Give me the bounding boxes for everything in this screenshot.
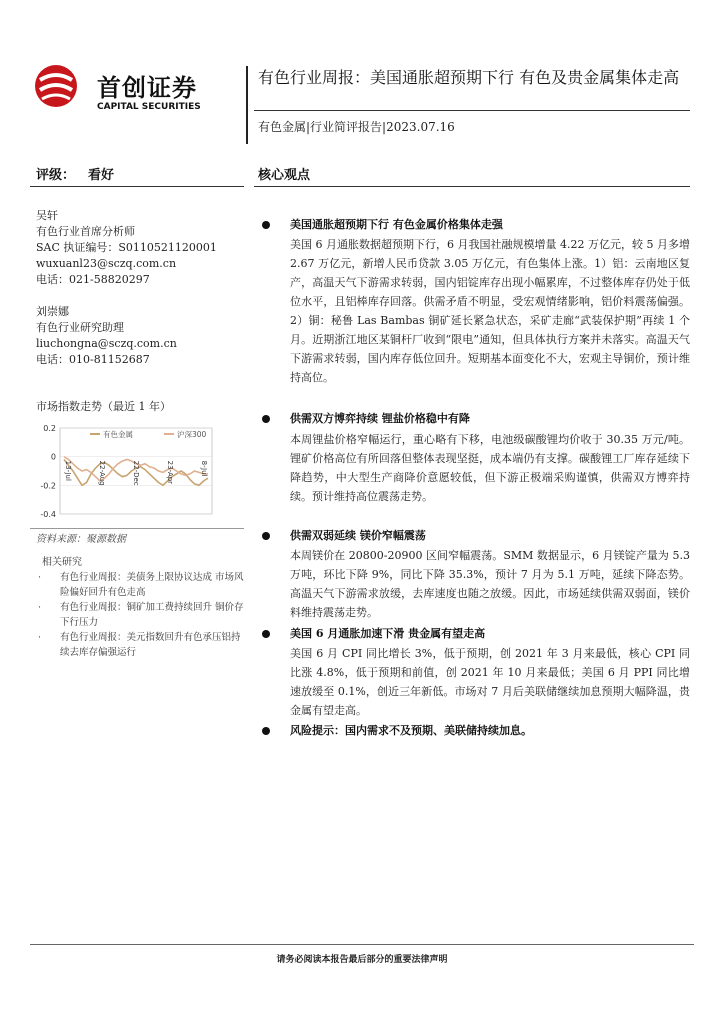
- title-rule: [254, 110, 690, 111]
- legal-notice: 请务必阅读本报告最后部分的重要法律声明: [276, 955, 448, 965]
- analyst-2-phone: 电话：010-81152687: [36, 353, 150, 366]
- x-tick-label: 22-Dec: [132, 460, 140, 486]
- analyst-1-sac: SAC 执证编号：S0110521120001: [36, 241, 217, 254]
- legend-label: 有色金属: [103, 430, 133, 439]
- left-column-rule: [30, 186, 244, 187]
- brand-name-cn: 首创证券: [97, 74, 197, 102]
- chart-title: 市场指数走势（最近 1 年）: [36, 400, 171, 413]
- related-item[interactable]: [38, 600, 248, 630]
- y-tick-label: 0: [50, 452, 56, 462]
- market-index-chart: [30, 414, 244, 526]
- related-research-title: 相关研究: [42, 557, 82, 568]
- section-heading: 美国 6 月通胀加速下滑 贵金属有望走高: [290, 627, 486, 640]
- analyst-1-phone: 电话：021-58820297: [36, 273, 150, 286]
- y-tick-label: -0.4: [40, 510, 56, 519]
- rating-value: 看好: [88, 168, 115, 183]
- analyst-1-title: 有色行业首席分析师: [36, 225, 135, 238]
- bullet-dot-icon: ·: [38, 632, 42, 643]
- bullet-icon: [262, 221, 270, 229]
- bullet-icon: [262, 727, 270, 735]
- risk-warning: 风险提示：国内需求不及预期、美联储持续加息。: [290, 724, 532, 737]
- x-tick-label: 13-Jul: [64, 460, 72, 481]
- bullet-icon: [262, 630, 270, 638]
- analyst-1-email[interactable]: wuxuanl23@sczq.com.cn: [36, 257, 177, 270]
- section-heading: 美国通胀超预期下行 有色金属价格集体走强: [290, 218, 503, 231]
- analyst-2-title: 有色行业研究助理: [36, 321, 124, 334]
- report-subtitle: 有色金属|行业简评报告|2023.07.16: [258, 120, 455, 134]
- related-item[interactable]: [38, 630, 248, 660]
- bullet-icon: [262, 532, 270, 540]
- related-item-text: 有色行业周报：美元指数回升有色承压铝持续去库存偏强运行: [60, 632, 241, 658]
- y-tick-label: 0.2: [43, 424, 56, 433]
- section-body: 美国 6 月 CPI 同比增长 3%，低于预期，创 2021 年 3 月来最低，核心 CPI 同比涨 4.8%，低于预期和前值，创 2021 年 10 月来最低；美国 6 月 PPI 同比增速放缓至 0.1%，创近三年新低。市场对 7 月后美联储继续加息预期大幅降温，贵金属有望走高。: [290, 647, 690, 717]
- analyst-2-name: 刘崇娜: [36, 305, 69, 318]
- report-title: 有色行业周报：美国通胀超预期下行 有色及贵金属集体走高: [258, 68, 680, 87]
- bullet-dot-icon: ·: [38, 572, 42, 583]
- brand-name-en: CAPITAL SECURITIES: [97, 102, 201, 112]
- analyst-1-name: 吴轩: [36, 209, 58, 222]
- rating-label: 评级：: [36, 168, 76, 183]
- x-tick-label: 8-Jul: [200, 460, 208, 477]
- footer-rule: [30, 944, 694, 945]
- section-heading: 供需双方博弈持续 锂盐价格稳中有降: [290, 412, 470, 425]
- core-views-title: 核心观点: [258, 168, 311, 183]
- section-heading: 供需双弱延续 镁价窄幅震荡: [290, 529, 426, 542]
- analyst-2-email[interactable]: liuchongna@sczq.com.cn: [36, 337, 177, 350]
- x-tick-label: 23-Apr: [166, 460, 174, 485]
- section-body: 本周锂盐价格窄幅运行，重心略有下移，电池级碳酸锂均价收于 30.35 万元/吨。锂矿价格高位有所回落但整体表现坚挺，成本端仍有支撑。碳酸锂工厂库存延续下降趋势，中大型生产商降价意愿较低，但下游正极端采购谨慎，供需双方博弈持续。预计维持高位震荡走势。: [290, 433, 690, 503]
- related-item-text: 有色行业周报：铜矿加工费持续回升 铜价存下行压力: [60, 602, 244, 628]
- related-item[interactable]: [38, 570, 248, 600]
- legend-label: 沪深300: [177, 430, 207, 439]
- chart-source-rule: [30, 528, 244, 529]
- x-tick-label: 22-Aug: [98, 460, 106, 486]
- header-divider: [246, 66, 248, 144]
- bullet-icon: [262, 415, 270, 423]
- section-body: 美国 6 月通胀数据超预期下行，6 月我国社融规模增量 4.22 万亿元，较 5 月多增 2.67 万亿元，新增人民币贷款 3.05 万亿元，有色集体上涨。1）铝：云南地区复产，高温天气下游需求转弱，国内铝锭库存出现小幅累库，不过整体库存仍处于低位水平，且铝棒库存回落。供需矛盾不明显，受宏观情绪影响，铝价料震荡偏强。2）铜：秘鲁 Las Bambas 铜矿延长紧急状态，采矿走廊“武装保护期”再续 1 个月。近期浙江地区某铜杆厂收到“限电”通知，但具体执行方案并未落实。高温天气下游需求转弱，国内库存低位回升。短期基本面变化不大，宏观主导铜价，预计维持高位。: [290, 238, 690, 384]
- section-body: 本周镁价在 20800-20900 区间窄幅震荡。SMM 数据显示，6 月镁锭产量为 5.3 万吨，环比下降 9%，同比下降 35.3%，预计 7 月为 5.1 万吨，延续下降态势。高温天气下游需求放缓，去库速度也随之放缓。因此，市场延续供需双弱面，镁价料维持震荡走势。: [290, 549, 690, 619]
- y-tick-label: -0.2: [40, 481, 56, 491]
- related-item-text: 有色行业周报：美债务上限协议达成 市场风险偏好回升有色走高: [60, 572, 244, 598]
- right-column-rule: [254, 186, 690, 187]
- chart-source: 资料来源：聚源数据: [36, 534, 126, 545]
- bullet-dot-icon: ·: [38, 602, 42, 613]
